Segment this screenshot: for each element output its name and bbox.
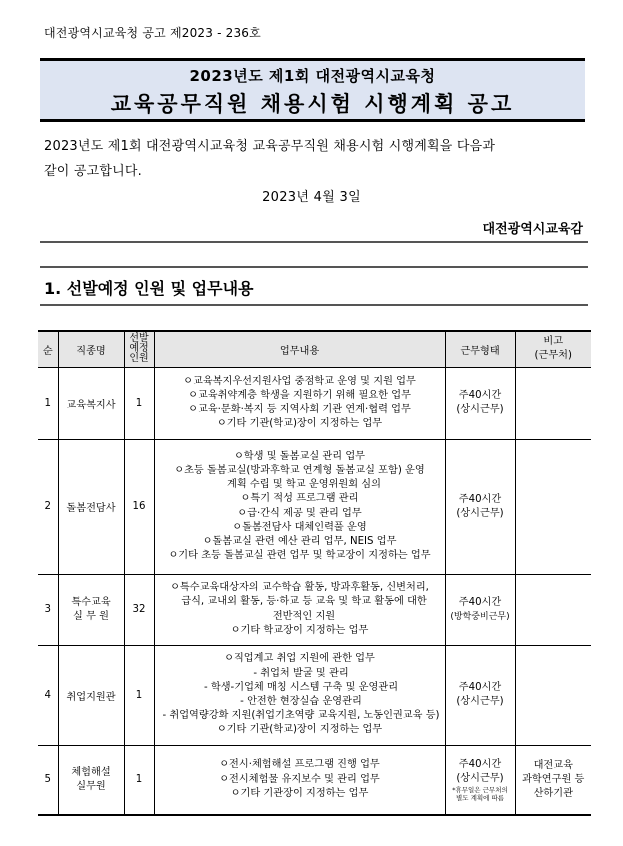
remarks-line-1: 대전교육 xyxy=(533,759,573,771)
divider-section-bottom xyxy=(40,304,588,306)
section-title: 1. 선발예정 인원 및 업무내용 xyxy=(44,279,254,298)
duty-line: ㅇ특수교육대상자의 교수학습 활동, 방과후활동, 신변처리, xyxy=(170,582,429,594)
cell-work-type xyxy=(445,367,515,439)
header-duties: 업무내용 xyxy=(154,331,445,367)
work-note-1: *휴무일은 근무처의 xyxy=(452,785,508,794)
intro-line-1: 2023년도 제1회 대전광역시교육청 교육공무직원 채용시험 시행계획을 다음과 xyxy=(44,139,496,154)
cell-work-type xyxy=(445,439,515,574)
cell-job: 교육복지사 xyxy=(58,367,124,439)
intro-line-2: 같이 공고합니다. xyxy=(44,164,142,179)
cell-remarks xyxy=(515,745,591,815)
cell-count: 1 xyxy=(124,645,154,745)
duty-line: ㅇ급·간식 제공 및 관리 업무 xyxy=(237,507,362,519)
table-row xyxy=(38,574,591,645)
duty-line: ㅇ전시체험물 유지보수 및 관리 업무 xyxy=(219,773,380,785)
duty-line: ㅇ기타 학교장이 지정하는 업무 xyxy=(230,624,369,636)
cell-job xyxy=(58,745,124,815)
cell-job xyxy=(58,574,124,645)
issuer: 대전광역시교육감 xyxy=(482,222,583,237)
cell-remarks xyxy=(515,439,591,574)
cell-duties xyxy=(154,439,445,574)
cell-work-type xyxy=(445,574,515,645)
header-remarks xyxy=(515,331,591,367)
duty-line: - 안전한 현장실습 운영관리 xyxy=(240,696,362,707)
header-job: 직종명 xyxy=(58,331,124,367)
cell-remarks xyxy=(515,574,591,645)
duty-line: 급식, 교내외 활동, 등·하교 등 교육 및 학교 활동에 대한 xyxy=(181,596,427,608)
header-work-type: 근무형태 xyxy=(445,331,515,367)
divider-top xyxy=(40,241,588,243)
duty-line: - 학생-기업체 매칭 시스템 구축 및 운영관리 xyxy=(203,681,399,693)
duty-line: ㅇ기타 기관(학교)장이 지정하는 업무 xyxy=(216,418,383,430)
cell-job: 돌봄전담사 xyxy=(58,439,124,574)
job-line-2: 실무원 xyxy=(76,780,106,792)
intro-paragraph xyxy=(44,134,584,184)
cell-duties xyxy=(154,645,445,745)
remarks-line-2: 과학연구원 등 xyxy=(522,773,585,785)
duty-line: ㅇ학생 및 돌봄교실 관리 업무 xyxy=(233,450,366,462)
duty-line: - 취업처 발굴 및 관리 xyxy=(253,667,349,679)
header-no: 순 xyxy=(38,331,58,367)
cell-work-type xyxy=(445,645,515,745)
header-count-line-2: 예정 xyxy=(129,343,149,355)
work-line-1: 주40시간 xyxy=(458,493,502,505)
jobs-table xyxy=(38,330,591,816)
cell-count: 16 xyxy=(124,439,154,574)
duty-line: ㅇ기타 기관(학교)장이 지정하는 업무 xyxy=(216,724,383,736)
table-row xyxy=(38,645,591,745)
work-line-1: 주40시간 xyxy=(458,758,502,770)
notice-number: 대전광역시교육청 공고 제2023 - 236호 xyxy=(44,26,261,40)
header-count xyxy=(124,331,154,367)
table-row xyxy=(38,439,591,574)
cell-no: 5 xyxy=(38,745,58,815)
job-line-2: 실 무 원 xyxy=(73,610,109,622)
header-count-line-3: 인원 xyxy=(129,353,149,365)
job-line-1: 특수교육 xyxy=(71,596,111,608)
work-line-2: (상시근무) xyxy=(456,696,504,707)
work-line-1: 주40시간 xyxy=(458,596,502,608)
cell-count: 32 xyxy=(124,574,154,645)
header-remarks-line-2: (근무처) xyxy=(534,350,572,362)
work-line-1: 주40시간 xyxy=(458,390,502,401)
work-line-1: 주40시간 xyxy=(458,682,502,693)
duty-line: ㅇ교육·문화·복지 등 지역사회 기관 연계·협력 업무 xyxy=(188,404,411,415)
duty-line: 계획 수립 및 학교 운영위원회 심의 xyxy=(227,479,381,491)
cell-job: 취업지원관 xyxy=(58,645,124,745)
cell-count: 1 xyxy=(124,745,154,815)
duty-line: - 취업역량강화 지원(취업기초역량 교육지원, 노동인권교육 등) xyxy=(162,710,440,722)
duty-line: ㅇ돌봄전담사 대체인력풀 운영 xyxy=(232,521,367,533)
cell-duties xyxy=(154,745,445,815)
duty-line: ㅇ돌봄교실 관련 예산 관리 업무, NEIS 업무 xyxy=(202,535,397,547)
table-header-row xyxy=(38,331,591,367)
work-note-2: 별도 계획에 따름 xyxy=(455,793,505,802)
divider-section-top xyxy=(40,266,588,268)
duty-line: 전반적인 지원 xyxy=(272,610,336,622)
duty-line: ㅇ직업계고 취업 지원에 관한 업무 xyxy=(224,653,375,665)
cell-no: 3 xyxy=(38,574,58,645)
duty-line: ㅇ기타 기관장이 지정하는 업무 xyxy=(230,787,369,799)
header-remarks-line-1: 비고 xyxy=(543,336,564,348)
header-count-line-1: 선발 xyxy=(129,333,149,345)
duty-line: ㅇ전시·체험해설 프로그램 진행 업무 xyxy=(219,759,380,771)
cell-no: 2 xyxy=(38,439,58,574)
remarks-line-3: 산하기관 xyxy=(533,787,573,799)
table-row xyxy=(38,745,591,815)
cell-remarks xyxy=(515,367,591,439)
cell-work-type xyxy=(445,745,515,815)
duty-line: ㅇ교육취약계층 학생을 지원하기 위해 필요한 업무 xyxy=(188,389,411,401)
duty-line: ㅇ특기 적성 프로그램 관리 xyxy=(240,493,359,505)
duty-line: ㅇ교육복지우선지원사업 중점학교 운영 및 지원 업무 xyxy=(183,375,416,387)
work-line-2: (상시근무) xyxy=(456,772,504,784)
title-line-2: 교육공무직원 채용시험 시행계획 공고 xyxy=(110,92,515,116)
cell-duties xyxy=(154,367,445,439)
duty-line: ㅇ초등 돌봄교실(방과후학교 연계형 돌봄교실 포함) 운영 xyxy=(174,464,425,476)
cell-count: 1 xyxy=(124,367,154,439)
cell-no: 4 xyxy=(38,645,58,745)
work-line-2: (상시근무) xyxy=(456,404,504,415)
notice-date: 2023년 4월 3일 xyxy=(262,190,361,205)
title-line-1: 2023년도 제1회 대전광역시교육청 xyxy=(189,67,436,85)
title-box xyxy=(40,58,585,122)
duty-line: ㅇ기타 초등 돌봄교실 관련 업무 및 학교장이 지정하는 업무 xyxy=(168,550,431,562)
cell-duties xyxy=(154,574,445,645)
work-line-2: (방학중비근무) xyxy=(450,611,510,622)
work-line-2: (상시근무) xyxy=(456,507,504,519)
cell-no: 1 xyxy=(38,367,58,439)
cell-remarks xyxy=(515,645,591,745)
job-line-1: 체험해설 xyxy=(71,766,111,778)
table-row xyxy=(38,367,591,439)
